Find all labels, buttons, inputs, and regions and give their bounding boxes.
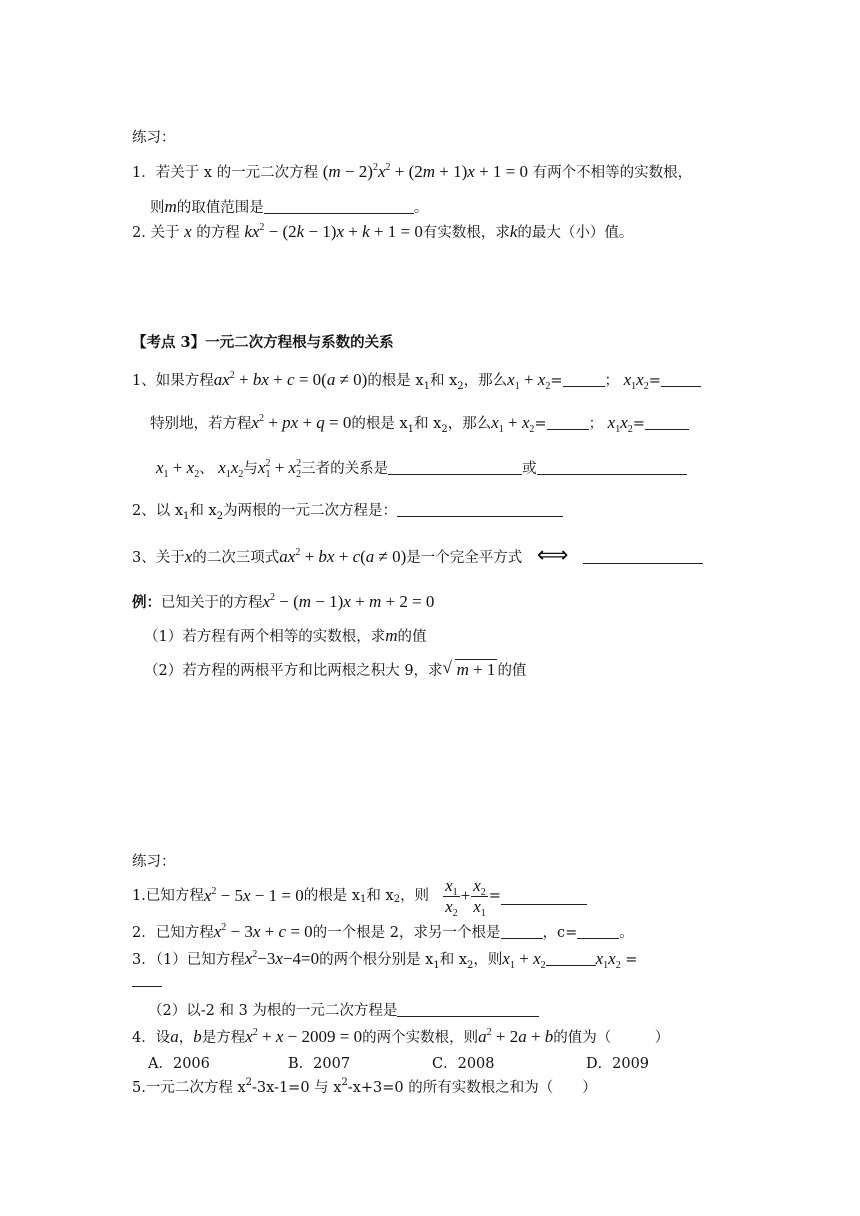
example-part-1: （1）若方程有两个相等的实数根，求m的值 bbox=[144, 626, 427, 645]
answer-blank[interactable] bbox=[264, 197, 414, 214]
fraction: $\frac{x_2}{x_1}$ bbox=[473, 875, 486, 919]
answer-blank[interactable] bbox=[547, 413, 589, 430]
equation: $x^2$ + px + q = 0 bbox=[251, 413, 352, 432]
exercise-2-question-4: 4．设a，b是方程$x^2 + x - 2009 = 0$的两个实数根，则$a^2 + 2a + b$的值为（ ） bbox=[132, 1027, 670, 1046]
answer-blank[interactable] bbox=[132, 970, 162, 987]
fraction: $\frac{x_1}{x_2}$ bbox=[445, 875, 458, 919]
exercise-2-question-2: 2．已知方程$x^2 - 3x + c = 0$的一个根是 2，求另一个根是 ，c= 。 bbox=[132, 922, 634, 941]
answer-blank[interactable] bbox=[397, 1000, 539, 1017]
kp3-line-4: 2、以 $x_1$和 $x_2$为两根的一元二次方程是： bbox=[132, 500, 563, 521]
answer-blank[interactable] bbox=[661, 370, 701, 387]
kp3-line-1: 1、如果方程$ax^2$ + bx + c = 0(a ≠ 0)的根是 $x_1$和 $x_2$，那么$x_1 + x_2=$ ； $x_1x_2=$ bbox=[132, 370, 701, 391]
answer-blank[interactable] bbox=[577, 922, 619, 939]
example-statement: 例：已知关于的方程$x^2 - (m - 1)x + m + 2 = 0$ bbox=[132, 592, 435, 611]
answer-blank[interactable] bbox=[397, 500, 563, 517]
equation: $ax^2$ + bx + c = 0(a ≠ 0) bbox=[213, 370, 368, 389]
equation: $ax^2$ + bx + c(a ≠ 0) bbox=[279, 547, 407, 566]
sqrt-expression: √ m + 1 bbox=[442, 658, 496, 679]
option-b[interactable]: B．2007 bbox=[288, 1056, 351, 1072]
equation: $x^2 + x - 2009 = 0$ bbox=[245, 1027, 363, 1046]
exercise-2-question-3-part-2: （2）以-2 和 3 为根的一元二次方程是 bbox=[148, 1000, 539, 1021]
answer-blank[interactable] bbox=[388, 458, 522, 475]
equation: $x^2 - 3x + c = 0$ bbox=[213, 922, 313, 941]
kp3-line-3: $x_1 + x_2$、 $x_1x_2$与$x_1^2 + x_2^2$三者的关系是 或 bbox=[156, 458, 687, 479]
exercise-2-question-1: 1.已知方程 $x^2 - 5x - 1 = 0$ 的根是 x $_1$ 和 x $_2$ ，则 $\frac{x_1}{x_2}$ + $\frac{x_2}{x_1}$ = bbox=[132, 874, 587, 918]
kp3-line-5: 3、关于x的二次三项式$ax^2$ + bx + c(a ≠ 0)是一个完全平方式 ⟺ bbox=[132, 546, 703, 568]
option-a[interactable]: A．2006 bbox=[148, 1056, 210, 1072]
equivalence-arrow: ⟺ bbox=[536, 543, 569, 568]
answer-blank[interactable] bbox=[546, 949, 596, 966]
exercise-2-question-3: 3．（1）已知方程$x^2-3x-4=0$的两个根分别是 $x_1$和 $x_2$，则$x_1 + x_2$ $x_1x_2$ = bbox=[132, 949, 638, 971]
equation: $x^2 - 5x - 1 = 0$ bbox=[203, 886, 304, 905]
exercise-heading: 练习： bbox=[132, 854, 176, 870]
exercise-heading: 练习： bbox=[132, 130, 176, 146]
exercise-2-question-3-blank bbox=[132, 970, 162, 991]
equation: $(m - 2)^2x^2 + (2m + 1)x + 1 = 0$ bbox=[322, 162, 528, 181]
equation: $x^2 - (m - 1)x + m + 2 = 0$ bbox=[262, 592, 435, 611]
exercise-1-question-1: 1．若关于 x 的一元二次方程 $(m - 2)^2x^2 + (2m + 1)x + 1 = 0$ 有两个不相等的实数根， bbox=[132, 162, 693, 181]
example-part-2: （2）若方程的两根平方和比两根之积大 9，求 √ m + 1 的值 bbox=[144, 658, 527, 679]
answer-blank[interactable] bbox=[501, 922, 543, 939]
option-d[interactable]: D．2009 bbox=[586, 1056, 650, 1072]
answer-blank[interactable] bbox=[583, 547, 703, 564]
answer-blank[interactable] bbox=[563, 370, 605, 387]
exercise-1-question-2: 2. 关于 x 的方程 $kx^2 - (2k - 1)x + k + 1 = 0$有实数根，求k的最大（小）值。 bbox=[132, 222, 634, 241]
answer-blank[interactable] bbox=[537, 458, 687, 475]
kp3-line-2: 特别地，若方程$x^2$ + px + q = 0的根是 $x_1$和 $x_2$，那么$x_1 + x_2=$ ； $x_1x_2=$ bbox=[150, 413, 689, 434]
exercise-2-question-5: 5.一元二次方程 $x^2-3x-1=0$ 与 $x^2-x+3=0$ 的所有实数根之和为（ ） bbox=[132, 1077, 597, 1096]
equation: $x^2-3x-4=0$ bbox=[244, 949, 320, 968]
equation: $kx^2 - (2k - 1)x + k + 1 = 0$ bbox=[244, 222, 423, 241]
option-c[interactable]: C．2008 bbox=[432, 1056, 495, 1072]
section-title: 【考点 3】一元二次方程根与系数的关系 bbox=[132, 334, 394, 351]
exercise-1-question-1-cont: 则m的取值范围是 。 bbox=[150, 197, 429, 216]
answer-blank[interactable] bbox=[501, 888, 587, 905]
answer-blank[interactable] bbox=[645, 413, 689, 430]
